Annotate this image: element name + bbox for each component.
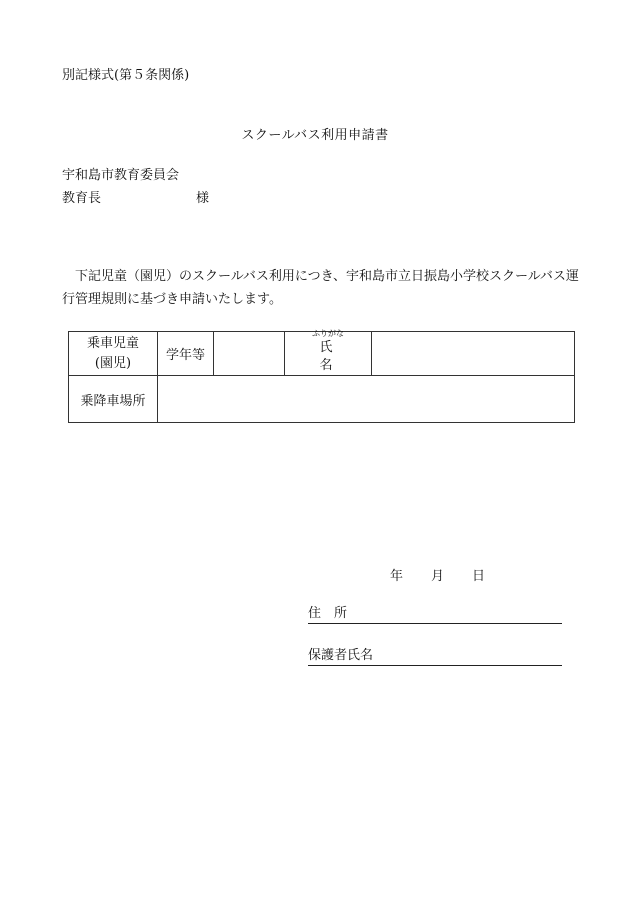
address-field[interactable]	[308, 606, 562, 624]
addressee-position: 教育長	[62, 191, 102, 206]
name-label-cell	[285, 328, 374, 376]
stop-label: 乗降車場所	[80, 393, 146, 409]
form-label: 別記様式(第５条関係)	[62, 68, 190, 83]
addressee-honorific: 様	[196, 191, 210, 206]
child-label-cell	[69, 332, 158, 376]
name-label: 氏 名	[319, 339, 374, 373]
child-label-line2: (園児)	[94, 355, 132, 371]
date-line	[390, 565, 485, 584]
table-row-stop	[69, 376, 575, 423]
addressee-organization: 宇和島市教育委員会	[62, 168, 180, 183]
stop-input-cell[interactable]	[158, 376, 575, 423]
address-label: 住 所	[308, 606, 348, 621]
date-day: 日	[472, 569, 486, 584]
grade-label: 学年等	[165, 348, 205, 363]
document-title: スクールバス利用申請書	[241, 128, 389, 143]
grade-input-cell[interactable]	[214, 332, 285, 376]
date-month: 月	[431, 569, 445, 584]
application-statement: 下記児童（園児）のスクールバス利用につき、宇和島市立日振島小学校スクールバス運行管理規則に基づき申請いたします。	[62, 269, 579, 307]
child-label-line1: 乗車児童	[86, 335, 139, 351]
date-year: 年	[390, 569, 404, 584]
name-furigana: ふりがな	[312, 328, 344, 338]
application-table	[68, 328, 575, 423]
grade-label-cell	[158, 332, 214, 376]
table-row-child	[69, 332, 575, 376]
guardian-name-field[interactable]	[308, 648, 562, 666]
stop-label-cell	[69, 376, 158, 423]
guardian-name-label: 保護者氏名	[308, 648, 374, 663]
name-input-cell[interactable]	[372, 332, 575, 376]
